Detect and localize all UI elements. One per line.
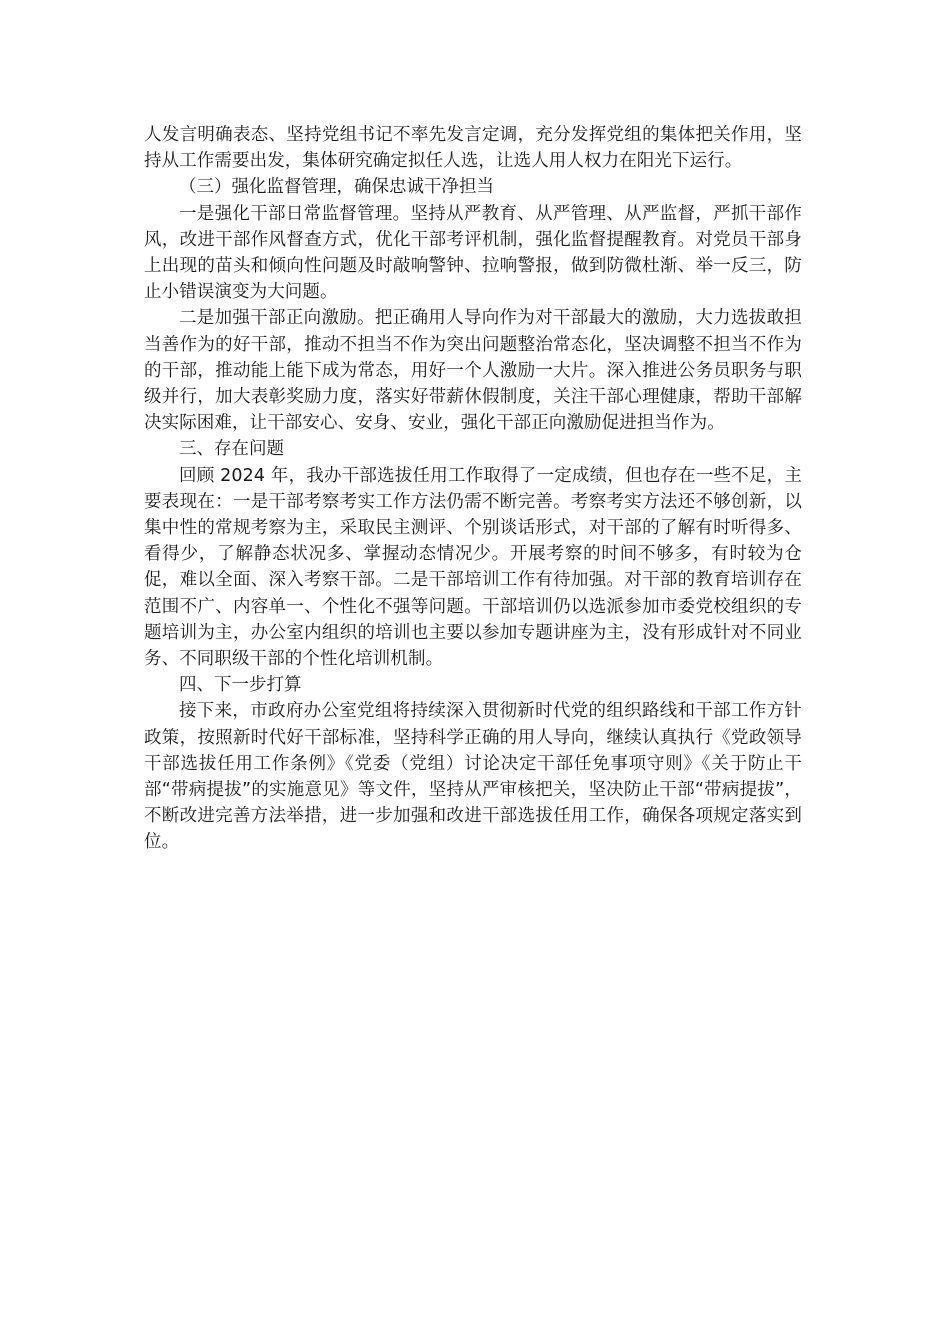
section-heading-next-steps: 四、下一步打算 — [179, 675, 302, 696]
paragraph-continuation: 人发言明确表态、坚持党组书记不率先发言定调，充分发挥党组的集体把关作用，坚持从工作需要出发，集体研究确定拟任人选，让选人用人权力在阳光下运行。 — [144, 125, 802, 172]
paragraph-positive-incentive: 二是加强干部正向激励。把正确用人导向作为对干部最大的激励，大力选拔敢担当善作为的好干部，推动不担当不作为突出问题整治常态化，坚决调整不担当不作为的干部，推动能上能下成为常态，用好一个人激励一大片。深入推进公务员职务与职级并行，加大表彰奖励力度，落实好带薪休假制度，关注干部心理健康，帮助干部解决实际困难，让干部安心、安身、安业，强化干部正向激励促进担当作为。 — [144, 308, 802, 434]
document-page — [144, 122, 802, 856]
paragraph-daily-supervision: 一是强化干部日常监督管理。坚持从严教育、从严管理、从严监督，严抓干部作风，改进干部作风督查方式，优化干部考评机制，强化监督提醒教育。对党员干部身上出现的苗头和倾向性问题及时敲响警钟、拉响警报，做到防微杜渐、举一反三，防止小错误演变为大问题。 — [144, 203, 802, 303]
paragraph-problems: 回顾 2024 年，我办干部选拔任用工作取得了一定成绩，但也存在一些不足，主要表现在：一是干部考察考实工作方法仍需不断完善。考察考实方法还不够创新，以集中性的常规考察为主，采取民主测评、个别谈话形式，对干部的了解有时听得多、看得少，了解静态状况多、掌握动态情况少。开展考察的时间不够多，有时较为仓促，难以全面、深入考察干部。二是干部培训工作有待加强。对干部的教育培训存在范围不广、内容单一、个性化不强等问题。干部培训仍以选派参加市委党校组织的专题培训为主，办公室内组织的培训也主要以参加专题讲座为主，没有形成针对不同业务、不同职级干部的个性化培训机制。 — [144, 465, 802, 670]
section-heading-problems: 三、存在问题 — [179, 439, 284, 460]
section-heading-supervision: （三）强化监督管理，确保忠诚干净担当 — [179, 177, 494, 198]
paragraph-next-steps: 接下来，市政府办公室党组将持续深入贯彻新时代党的组织路线和干部工作方针政策，按照新时代好干部标准，坚持科学正确的用人导向，继续认真执行《党政领导干部选拔任用工作条例》《党委（党组）讨论决定干部任免事项守则》《关于防止干部“带病提拔”的实施意见》等文件，坚持从严审核把关，坚决防止干部“带病提拔”，不断改进完善方法举措，进一步加强和改进干部选拔任用工作，确保各项规定落实到位。 — [144, 701, 802, 853]
